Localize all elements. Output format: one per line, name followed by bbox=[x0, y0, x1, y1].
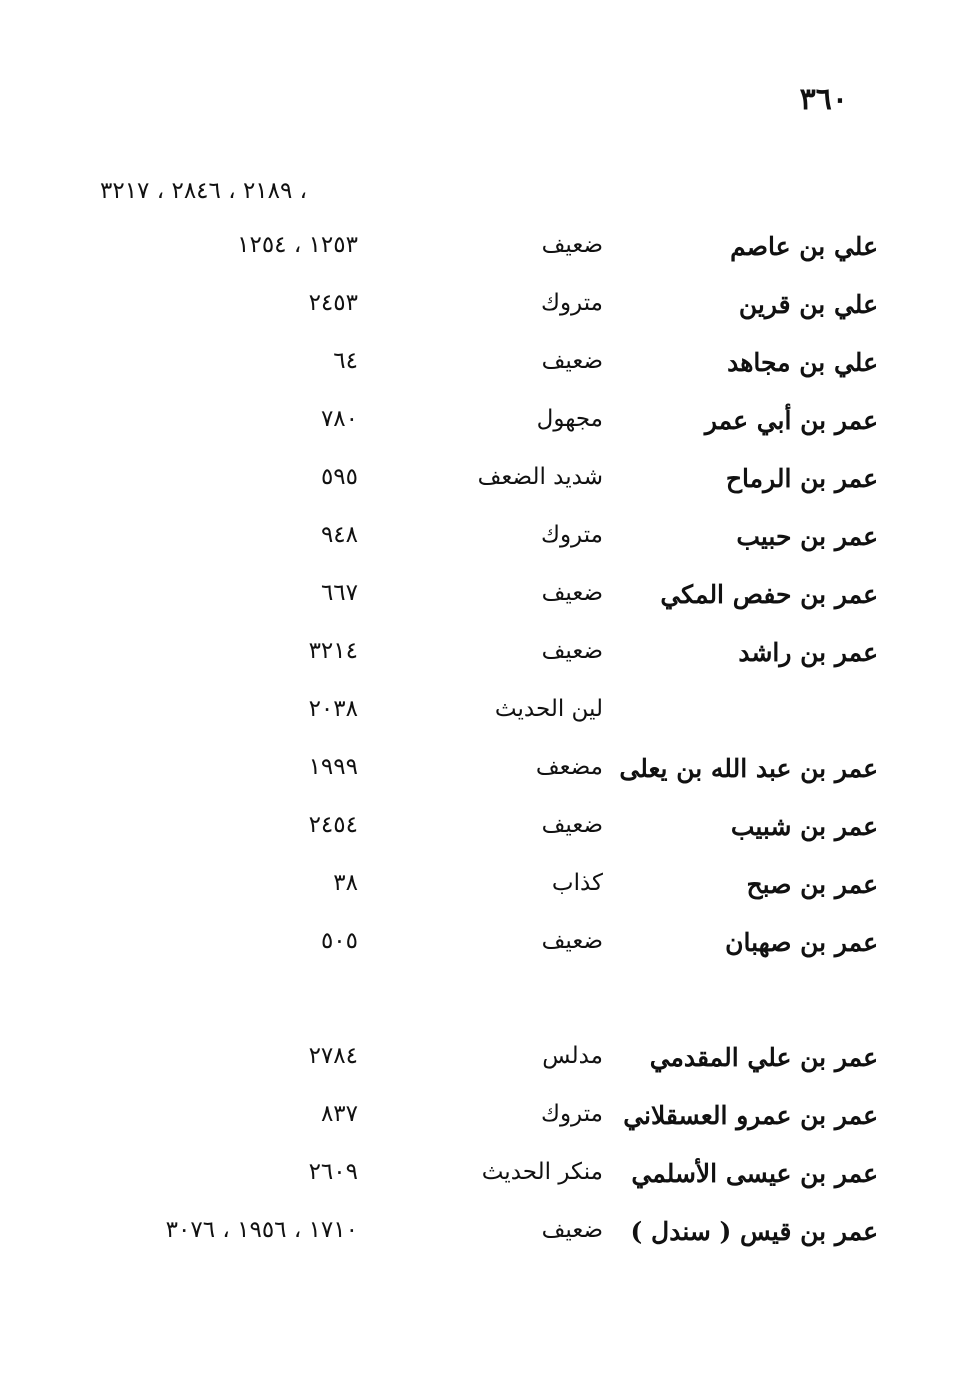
narrator-name: عمر بن علي المقدمي bbox=[649, 1043, 878, 1072]
hadith-numbers: ٢٦٠٩ bbox=[308, 1159, 358, 1185]
narrator-name: علي بن قرين bbox=[738, 290, 878, 319]
hadith-numbers: ٥٠٥ bbox=[320, 928, 358, 954]
narrator-grade: مجهول bbox=[536, 406, 603, 432]
narrator-grade: ضعيف bbox=[541, 638, 603, 664]
narrator-name: عمر بن عيسى الأسلمي bbox=[631, 1159, 878, 1188]
entry-row bbox=[0, 348, 953, 392]
narrator-name: عمر بن راشد bbox=[738, 638, 878, 667]
hadith-numbers: ٦٦٧ bbox=[320, 580, 358, 606]
narrator-grade: ضعيف bbox=[541, 348, 603, 374]
hadith-numbers: ٣٨ bbox=[333, 870, 358, 896]
narrator-grade: كذاب bbox=[551, 870, 603, 896]
narrator-grade: شديد الضعف bbox=[477, 464, 603, 490]
hadith-numbers: ٥٩٥ bbox=[320, 464, 358, 490]
hadith-numbers: ٣٢١٤ bbox=[308, 638, 358, 664]
narrator-name: عمر بن حبيب bbox=[736, 522, 878, 551]
hadith-numbers: ٢٤٥٣ bbox=[308, 290, 358, 316]
entry-row bbox=[0, 406, 953, 450]
entry-row bbox=[0, 580, 953, 624]
narrator-grade: ضعيف bbox=[541, 928, 603, 954]
hadith-numbers: ١٧١٠ ، ١٩٥٦ ، ٣٠٧٦ bbox=[165, 1217, 358, 1243]
hadith-numbers: ٢٧٨٤ bbox=[308, 1043, 358, 1069]
narrator-name: عمر بن قيس ( سندل ) bbox=[630, 1217, 878, 1246]
narrator-name: عمر بن شبيب bbox=[730, 812, 878, 841]
entry-row bbox=[0, 1043, 953, 1087]
narrator-grade: متروك bbox=[540, 290, 603, 316]
narrator-name: عمر بن صبح bbox=[746, 870, 878, 899]
hadith-numbers: ٩٤٨ bbox=[320, 522, 358, 548]
entry-row bbox=[0, 1217, 953, 1261]
entry-row bbox=[0, 754, 953, 798]
hadith-numbers: ١٩٩٩ bbox=[308, 754, 358, 780]
narrator-grade: منكر الحديث bbox=[481, 1159, 603, 1185]
entry-row bbox=[0, 870, 953, 914]
narrator-grade: متروك bbox=[540, 522, 603, 548]
narrator-grade: مدلس bbox=[542, 1043, 603, 1069]
hadith-numbers: ٧٨٠ bbox=[320, 406, 358, 432]
narrator-name: عمر بن عمرو العسقلاني bbox=[623, 1101, 878, 1130]
hadith-numbers: ١٢٥٣ ، ١٢٥٤ bbox=[237, 232, 358, 258]
narrator-grade: ضعيف bbox=[541, 812, 603, 838]
entry-row bbox=[0, 464, 953, 508]
narrator-name: علي بن مجاهد bbox=[727, 348, 878, 377]
hadith-numbers: ٢٤٥٤ bbox=[308, 812, 358, 838]
entry-row bbox=[0, 812, 953, 856]
page-number: ٣٦٠ bbox=[799, 82, 848, 117]
narrator-name: عمر بن عبد الله بن يعلى bbox=[619, 754, 878, 783]
entry-row bbox=[0, 1159, 953, 1203]
narrator-grade: مضعف bbox=[535, 754, 603, 780]
narrator-grade: ضعيف bbox=[541, 580, 603, 606]
hadith-numbers: ٦٤ bbox=[333, 348, 358, 374]
hadith-numbers: ٢٠٣٨ bbox=[308, 696, 358, 722]
narrator-grade: ضعيف bbox=[541, 1217, 603, 1243]
narrator-name: علي بن عاصم bbox=[730, 232, 878, 261]
narrator-name: عمر بن أبي عمر bbox=[704, 406, 878, 435]
narrator-grade: لين الحديث bbox=[494, 696, 603, 722]
entry-row bbox=[0, 232, 953, 276]
entry-row bbox=[0, 928, 953, 972]
hadith-numbers: ٨٣٧ bbox=[320, 1101, 358, 1127]
narrator-name: عمر بن حفص المكي bbox=[660, 580, 878, 609]
entry-row bbox=[0, 1101, 953, 1145]
continuation-line: ، ٢١٨٩ ، ٢٨٤٦ ، ٣٢١٧ bbox=[100, 178, 308, 204]
entry-row bbox=[0, 522, 953, 566]
narrator-name: عمر بن صهبان bbox=[725, 928, 878, 957]
narrator-name: عمر بن الرماح bbox=[725, 464, 878, 493]
entry-row bbox=[0, 696, 953, 740]
narrator-grade: متروك bbox=[540, 1101, 603, 1127]
entry-row bbox=[0, 638, 953, 682]
narrator-grade: ضعيف bbox=[541, 232, 603, 258]
entry-row bbox=[0, 290, 953, 334]
